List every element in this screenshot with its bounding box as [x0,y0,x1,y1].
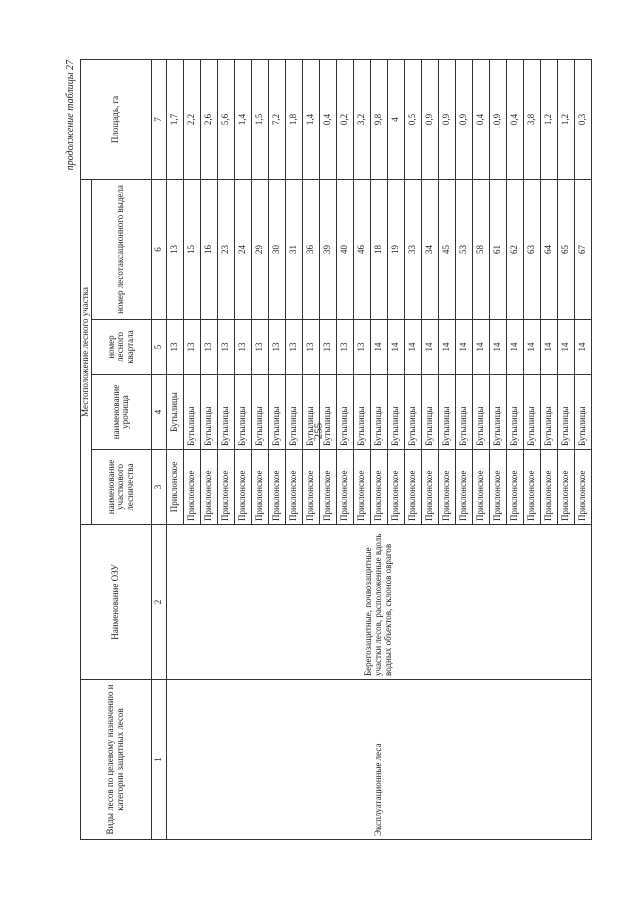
row-tract: Бутылицы [183,375,200,450]
row-forestry: Приклонское [268,450,285,525]
row-area: 3,2 [353,59,370,179]
row-area: 1,2 [557,59,574,179]
row-tract: Бутылицы [285,375,302,450]
column-number: 1 [151,680,166,840]
row-quarter: 13 [217,320,234,375]
row-section: 15 [183,179,200,319]
row-quarter: 14 [489,320,506,375]
row-quarter: 14 [523,320,540,375]
row-quarter: 13 [353,320,370,375]
header-forestry: наименование участкового лесничества [91,450,151,525]
row-section: 63 [523,179,540,319]
row-area: 0,9 [489,59,506,179]
row-tract: Бутылицы [217,375,234,450]
row-tract: Бутылицы [302,375,319,450]
row-area: 0,9 [421,59,438,179]
column-number: 4 [151,375,166,450]
row-section: 36 [302,179,319,319]
row-forestry: Приклонское [319,450,336,525]
row-forestry: Приклонское [183,450,200,525]
row-forestry: Приклонское [574,450,591,525]
row-section: 62 [506,179,523,319]
row-quarter: 14 [557,320,574,375]
row-section: 29 [251,179,268,319]
row-area: 0,9 [455,59,472,179]
row-section: 30 [268,179,285,319]
row-section: 24 [234,179,251,319]
row-area: 0,2 [336,59,353,179]
header-area: Площадь, га [81,59,152,179]
row-section: 46 [353,179,370,319]
row-area: 4 [387,59,404,179]
row-tract: Бутылицы [523,375,540,450]
header-quarter: номер лесного квартала [91,320,151,375]
row-section: 45 [438,179,455,319]
row-forestry: Приклонское [421,450,438,525]
row-area: 2,2 [183,59,200,179]
row-area: 1,2 [540,59,557,179]
header-section: номер лесотаксационного выдела [91,179,151,319]
row-forestry: Приклонское [370,450,387,525]
column-number: 3 [151,450,166,525]
row-area: 1,8 [285,59,302,179]
row-section: 13 [166,179,183,319]
row-area: 1,4 [302,59,319,179]
row-area: 1,5 [251,59,268,179]
row-tract: Бутылицы [472,375,489,450]
row-quarter: 13 [183,320,200,375]
row-forestry: Приклонское [540,450,557,525]
table-row [166,59,183,839]
row-quarter: 13 [336,320,353,375]
column-number: 6 [151,179,166,319]
page-number: 255 [312,422,325,440]
row-section: 40 [336,179,353,319]
row-tract: Бутылицы [166,375,183,450]
row-quarter: 14 [438,320,455,375]
row-tract: Бутылицы [557,375,574,450]
row-section: 18 [370,179,387,319]
row-section: 61 [489,179,506,319]
row-section: 67 [574,179,591,319]
column-number: 5 [151,320,166,375]
row-section: 23 [217,179,234,319]
row-section: 31 [285,179,302,319]
row-quarter: 14 [574,320,591,375]
row-quarter: 14 [387,320,404,375]
row-quarter: 13 [166,320,183,375]
header-ozu-name: Наименование ОЗУ [81,525,152,680]
row-forestry: Приклонское [285,450,302,525]
row-area: 2,6 [200,59,217,179]
row-tract: Бутылицы [455,375,472,450]
column-numbers-row [151,59,166,839]
row-tract: Бутылицы [251,375,268,450]
row-quarter: 14 [404,320,421,375]
row-area: 0,3 [574,59,591,179]
header-location-group: Местоположение лесного участка [81,179,92,524]
row-tract: Бутылицы [319,375,336,450]
row-section: 53 [455,179,472,319]
row-section: 33 [404,179,421,319]
row-quarter: 13 [285,320,302,375]
row-area: 9,8 [370,59,387,179]
merged-ozu-name: Берегозащитные, почвозащитные участки лесов, расположенные вдоль водных объектов, склонов оврагов [166,525,591,680]
row-forestry: Приклонское [200,450,217,525]
row-forestry: Приклонское [489,450,506,525]
row-tract: Бутылицы [370,375,387,450]
row-tract: Бутылицы [404,375,421,450]
row-forestry: Приклонское [506,450,523,525]
row-quarter: 14 [421,320,438,375]
row-tract: Бутылицы [506,375,523,450]
row-forestry: Приклонское [336,450,353,525]
row-forestry: Приклонское [472,450,489,525]
row-area: 0,4 [472,59,489,179]
rotated-page-content [65,60,625,840]
row-forestry: Приклонское [404,450,421,525]
row-section: 65 [557,179,574,319]
row-quarter: 13 [251,320,268,375]
continuation-label: продолжение таблицы 27 [65,60,76,171]
row-section: 58 [472,179,489,319]
row-tract: Бутылицы [421,375,438,450]
row-quarter: 13 [319,320,336,375]
row-forestry: Приклонское [166,450,183,525]
row-area: 5,6 [217,59,234,179]
row-tract: Бутылицы [200,375,217,450]
merged-forest-type: Эксплуатационные леса [166,680,591,840]
row-quarter: 14 [472,320,489,375]
header-tract: наименование урочища [91,375,151,450]
row-area: 0,5 [404,59,421,179]
row-section: 34 [421,179,438,319]
column-number: 2 [151,525,166,680]
row-forestry: Приклонское [557,450,574,525]
row-area: 0,9 [438,59,455,179]
table-body [166,59,591,839]
row-forestry: Приклонское [438,450,455,525]
row-forestry: Приклонское [455,450,472,525]
row-area: 3,8 [523,59,540,179]
row-quarter: 13 [200,320,217,375]
row-quarter: 13 [234,320,251,375]
row-tract: Бутылицы [387,375,404,450]
row-tract: Бутылицы [540,375,557,450]
row-quarter: 14 [455,320,472,375]
row-area: 0,4 [506,59,523,179]
row-forestry: Приклонское [217,450,234,525]
row-tract: Бутылицы [268,375,285,450]
row-area: 1,4 [234,59,251,179]
row-tract: Бутылицы [574,375,591,450]
row-tract: Бутылицы [234,375,251,450]
row-section: 16 [200,179,217,319]
row-quarter: 13 [268,320,285,375]
row-forestry: Приклонское [353,450,370,525]
row-quarter: 14 [370,320,387,375]
column-number: 7 [151,59,166,179]
row-section: 39 [319,179,336,319]
row-area: 0,4 [319,59,336,179]
row-forestry: Приклонское [234,450,251,525]
row-forestry: Приклонское [251,450,268,525]
row-tract: Бутылицы [336,375,353,450]
row-area: 1,7 [166,59,183,179]
row-forestry: Приклонское [387,450,404,525]
row-section: 64 [540,179,557,319]
row-tract: Бутылицы [489,375,506,450]
row-quarter: 14 [540,320,557,375]
header-forest-type: Виды лесов по целевому назначению и категории защитных лесов [81,680,152,840]
row-section: 19 [387,179,404,319]
row-tract: Бутылицы [438,375,455,450]
row-forestry: Приклонское [302,450,319,525]
row-forestry: Приклонское [523,450,540,525]
row-quarter: 14 [506,320,523,375]
row-quarter: 13 [302,320,319,375]
row-tract: Бутылицы [353,375,370,450]
forest-plots-table [80,59,592,840]
row-area: 7,2 [268,59,285,179]
